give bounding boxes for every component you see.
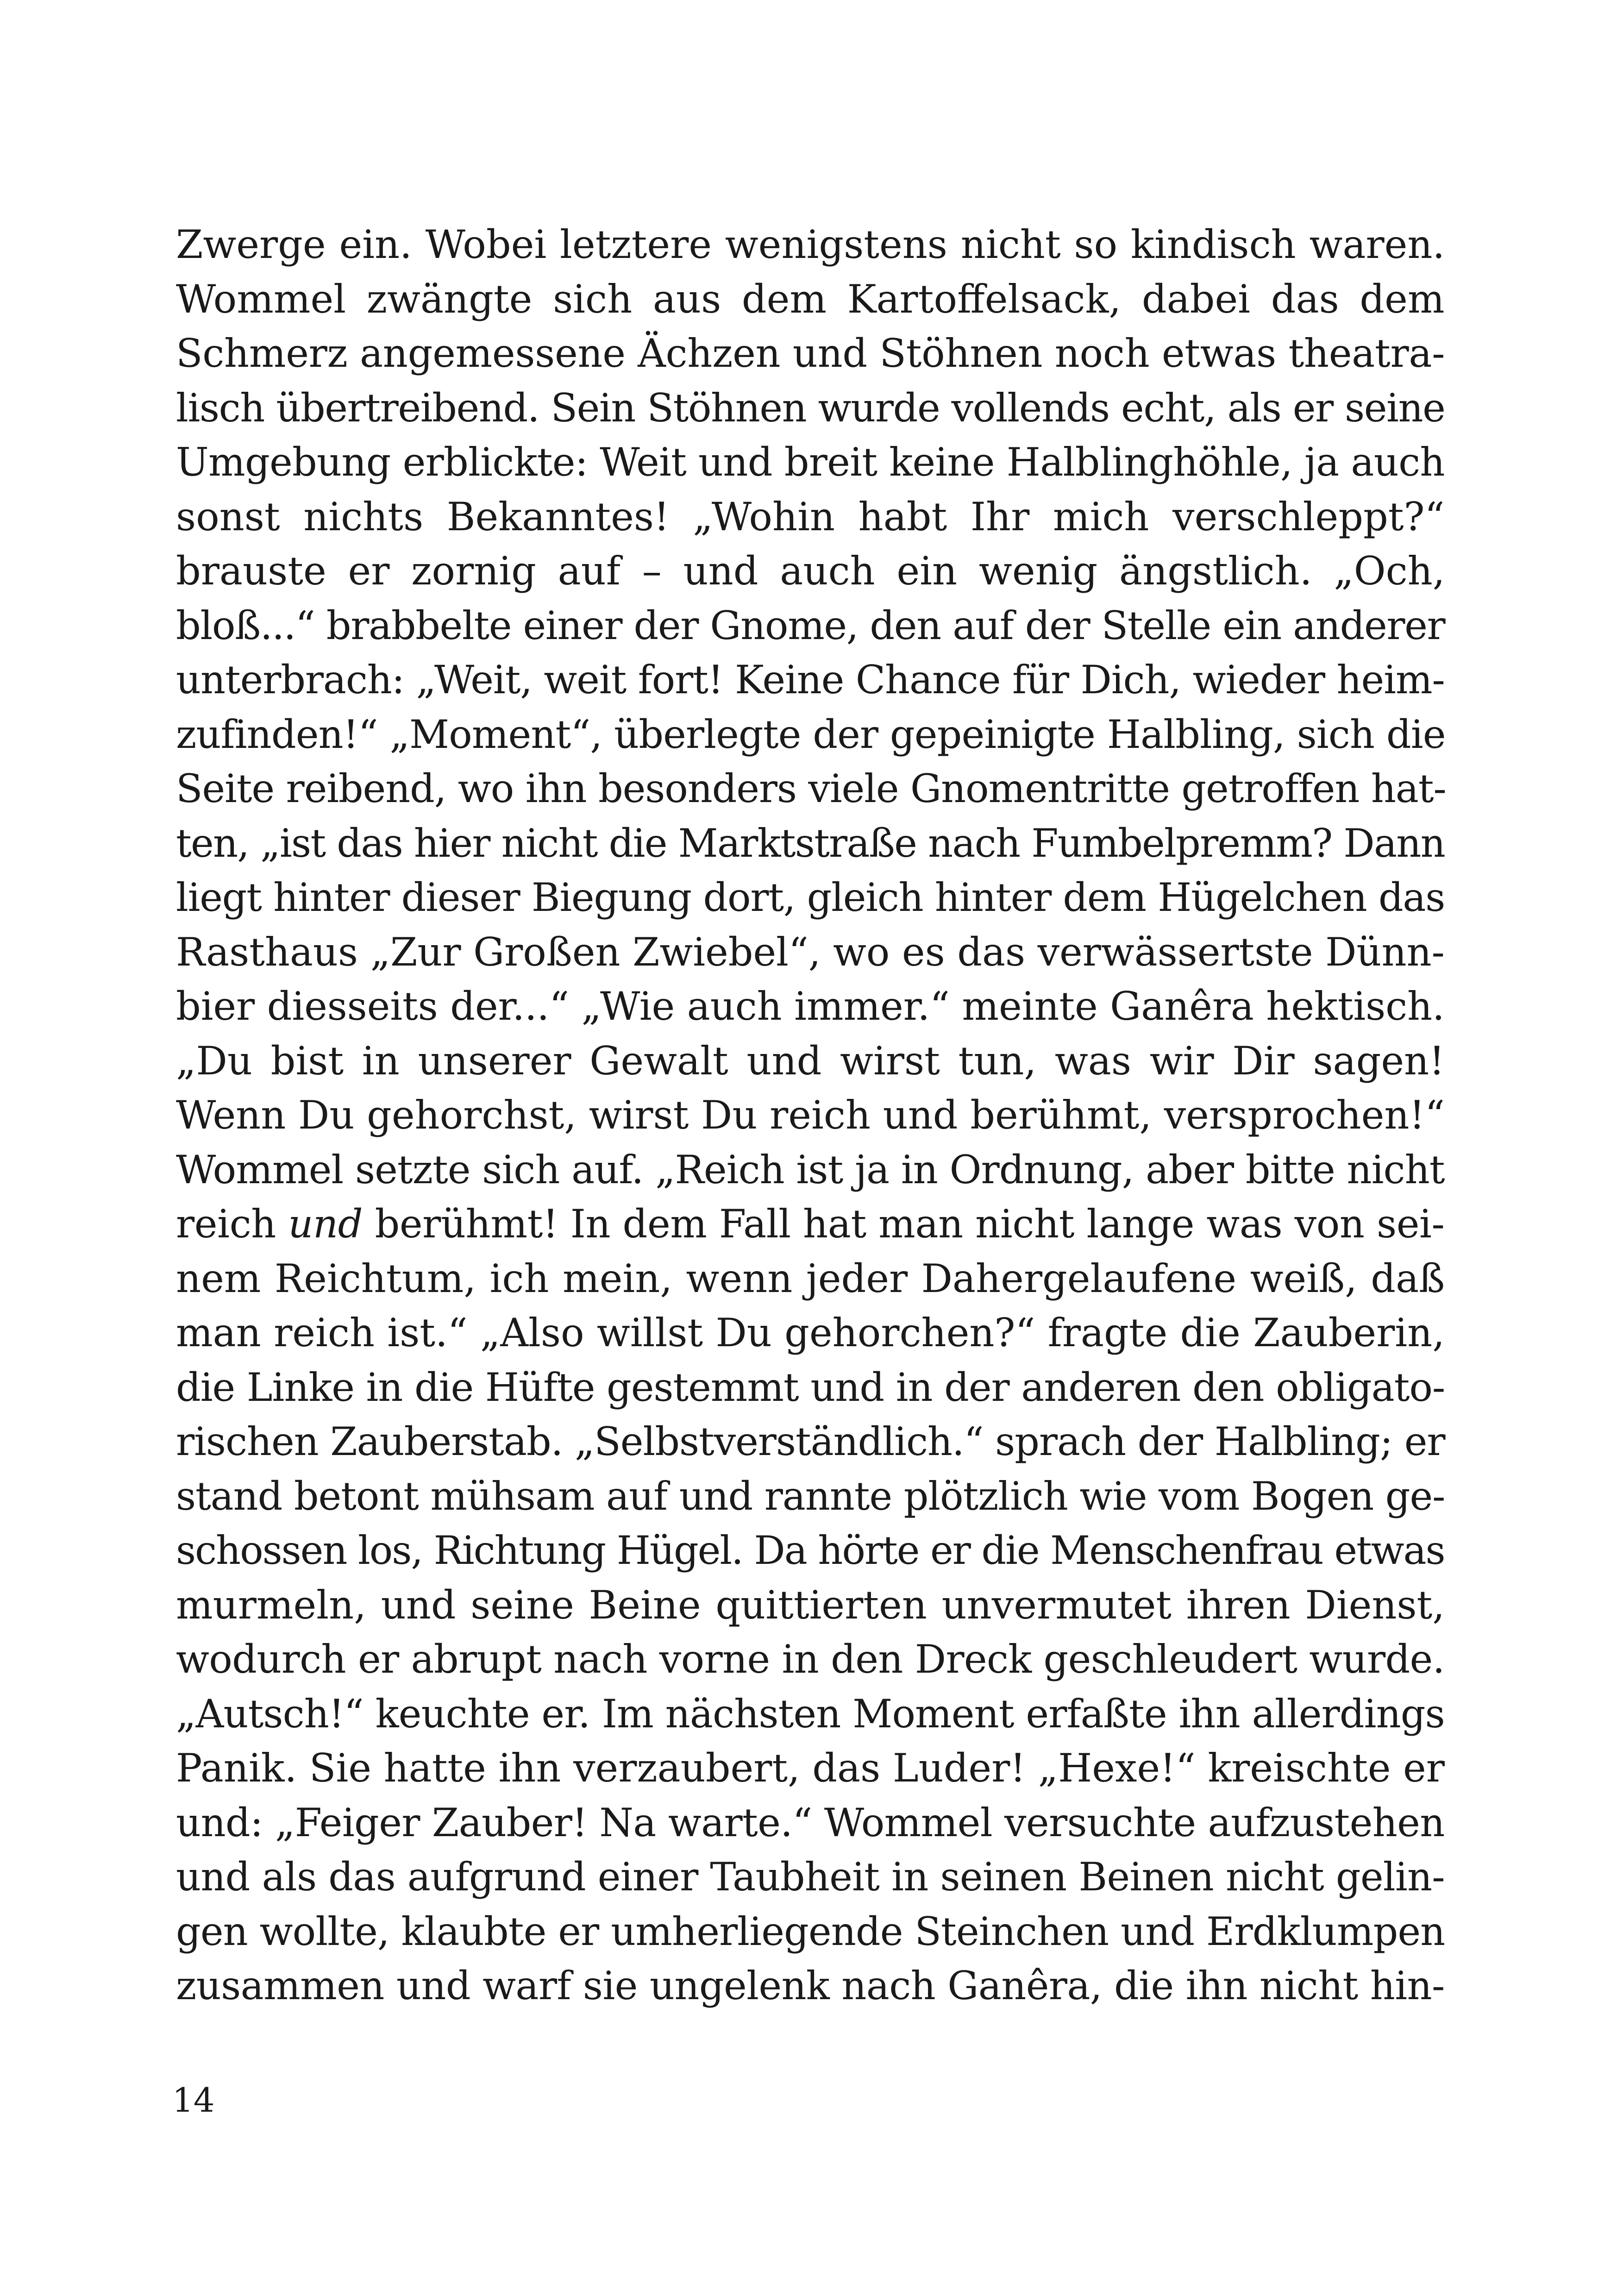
text-line: ten, „ist das hier nicht die Marktstraße nach Fumbelpremm? Dann (176, 820, 1445, 866)
text-segment: berühmt! In dem Fall hat man nicht lange was von sei- (363, 1201, 1445, 1247)
text-line: sonst nichts Bekanntes! „Wohin habt Ihr mich verschleppt?“ (176, 494, 1445, 539)
text-line: Rasthaus „Zur Großen Zwiebel“, wo es das verwässertste Dünn- (176, 929, 1445, 975)
body-text (176, 218, 1445, 2014)
text-line: brauste er zornig auf – und auch ein wenig ängstlich. „Och, (176, 548, 1445, 594)
text-segment: reich (176, 1201, 288, 1247)
text-line: Wommel zwängte sich aus dem Kartoffelsack, dabei das dem (176, 276, 1445, 322)
page-number: 14 (172, 2081, 215, 2120)
text-line: Panik. Sie hatte ihn verzaubert, das Luder! „Hexe!“ kreischte er (176, 1745, 1445, 1791)
text-line: zusammen und warf sie ungelenk nach Ganêra, die ihn nicht hin- (176, 1963, 1445, 2008)
text-line: man reich ist.“ „Also willst Du gehorchen?“ fragte die Zauberin, (176, 1310, 1445, 1355)
text-line: nem Reichtum, ich mein, wenn jeder Dahergelaufene weiß, daß (176, 1255, 1445, 1301)
text-line: gen wollte, klaubte er umherliegende Steinchen und Erdklumpen (176, 1908, 1445, 1954)
text-line: bloß...“ brabbelte einer der Gnome, den auf der Stelle ein anderer (176, 602, 1445, 648)
text-line: bier diesseits der...“ „Wie auch immer.“ meinte Ganêra hektisch. (176, 984, 1445, 1029)
text-line: Seite reibend, wo ihn besonders viele Gnomentritte getroffen hat- (176, 766, 1446, 811)
text-line: unterbrach: „Weit, weit fort! Keine Chance für Dich, wieder heim- (176, 657, 1445, 703)
text-line: Zwerge ein. Wobei letztere wenigstens nicht so kindisch waren. (176, 222, 1445, 267)
text-line: „Autsch!“ keuchte er. Im nächsten Moment erfaßte ihn allerdings (176, 1691, 1445, 1737)
text-line: schossen los, Richtung Hügel. Da hörte er die Menschenfrau etwas (176, 1528, 1445, 1573)
text-line: „Du bist in unserer Gewalt und wirst tun, was wir Dir sagen! (176, 1038, 1445, 1084)
text-line: murmeln, und seine Beine quittierten unvermutet ihren Dienst, (176, 1582, 1445, 1628)
emphasized-word: und (288, 1201, 363, 1247)
text-line: und: „Feiger Zauber! Na warte.“ Wommel versuchte aufzustehen (176, 1800, 1445, 1845)
text-line: rischen Zauberstab. „Selbstverständlich.“ sprach der Halbling; er (176, 1419, 1445, 1464)
text-line (176, 1197, 1445, 1252)
text-line: Schmerz angemessene Ächzen und Stöhnen noch etwas theatra- (176, 331, 1445, 376)
text-line: lisch übertreibend. Sein Stöhnen wurde vollends echt, als er seine (176, 385, 1445, 431)
text-line: wodurch er abrupt nach vorne in den Dreck geschleudert wurde. (176, 1637, 1445, 1682)
text-line: liegt hinter dieser Biegung dort, gleich hinter dem Hügelchen das (176, 875, 1445, 920)
text-line: zufinden!“ „Moment“, überlegte der gepeinigte Halbling, sich die (176, 711, 1446, 757)
text-line: Wommel setzte sich auf. „Reich ist ja in Ordnung, aber bitte nicht (176, 1147, 1445, 1192)
text-line: Wenn Du gehorchst, wirst Du reich und berühmt, versprochen!“ (176, 1092, 1445, 1138)
text-line: stand betont mühsam auf und rannte plötzlich wie vom Bogen ge- (176, 1473, 1445, 1519)
text-line: Umgebung erblickte: Weit und breit keine Halblinghöhle, ja auch (176, 439, 1445, 485)
text-line: die Linke in die Hüfte gestemmt und in der anderen den obligato- (176, 1364, 1445, 1410)
text-line: und als das aufgrund einer Taubheit in seinen Beinen nicht gelin- (176, 1854, 1445, 1900)
